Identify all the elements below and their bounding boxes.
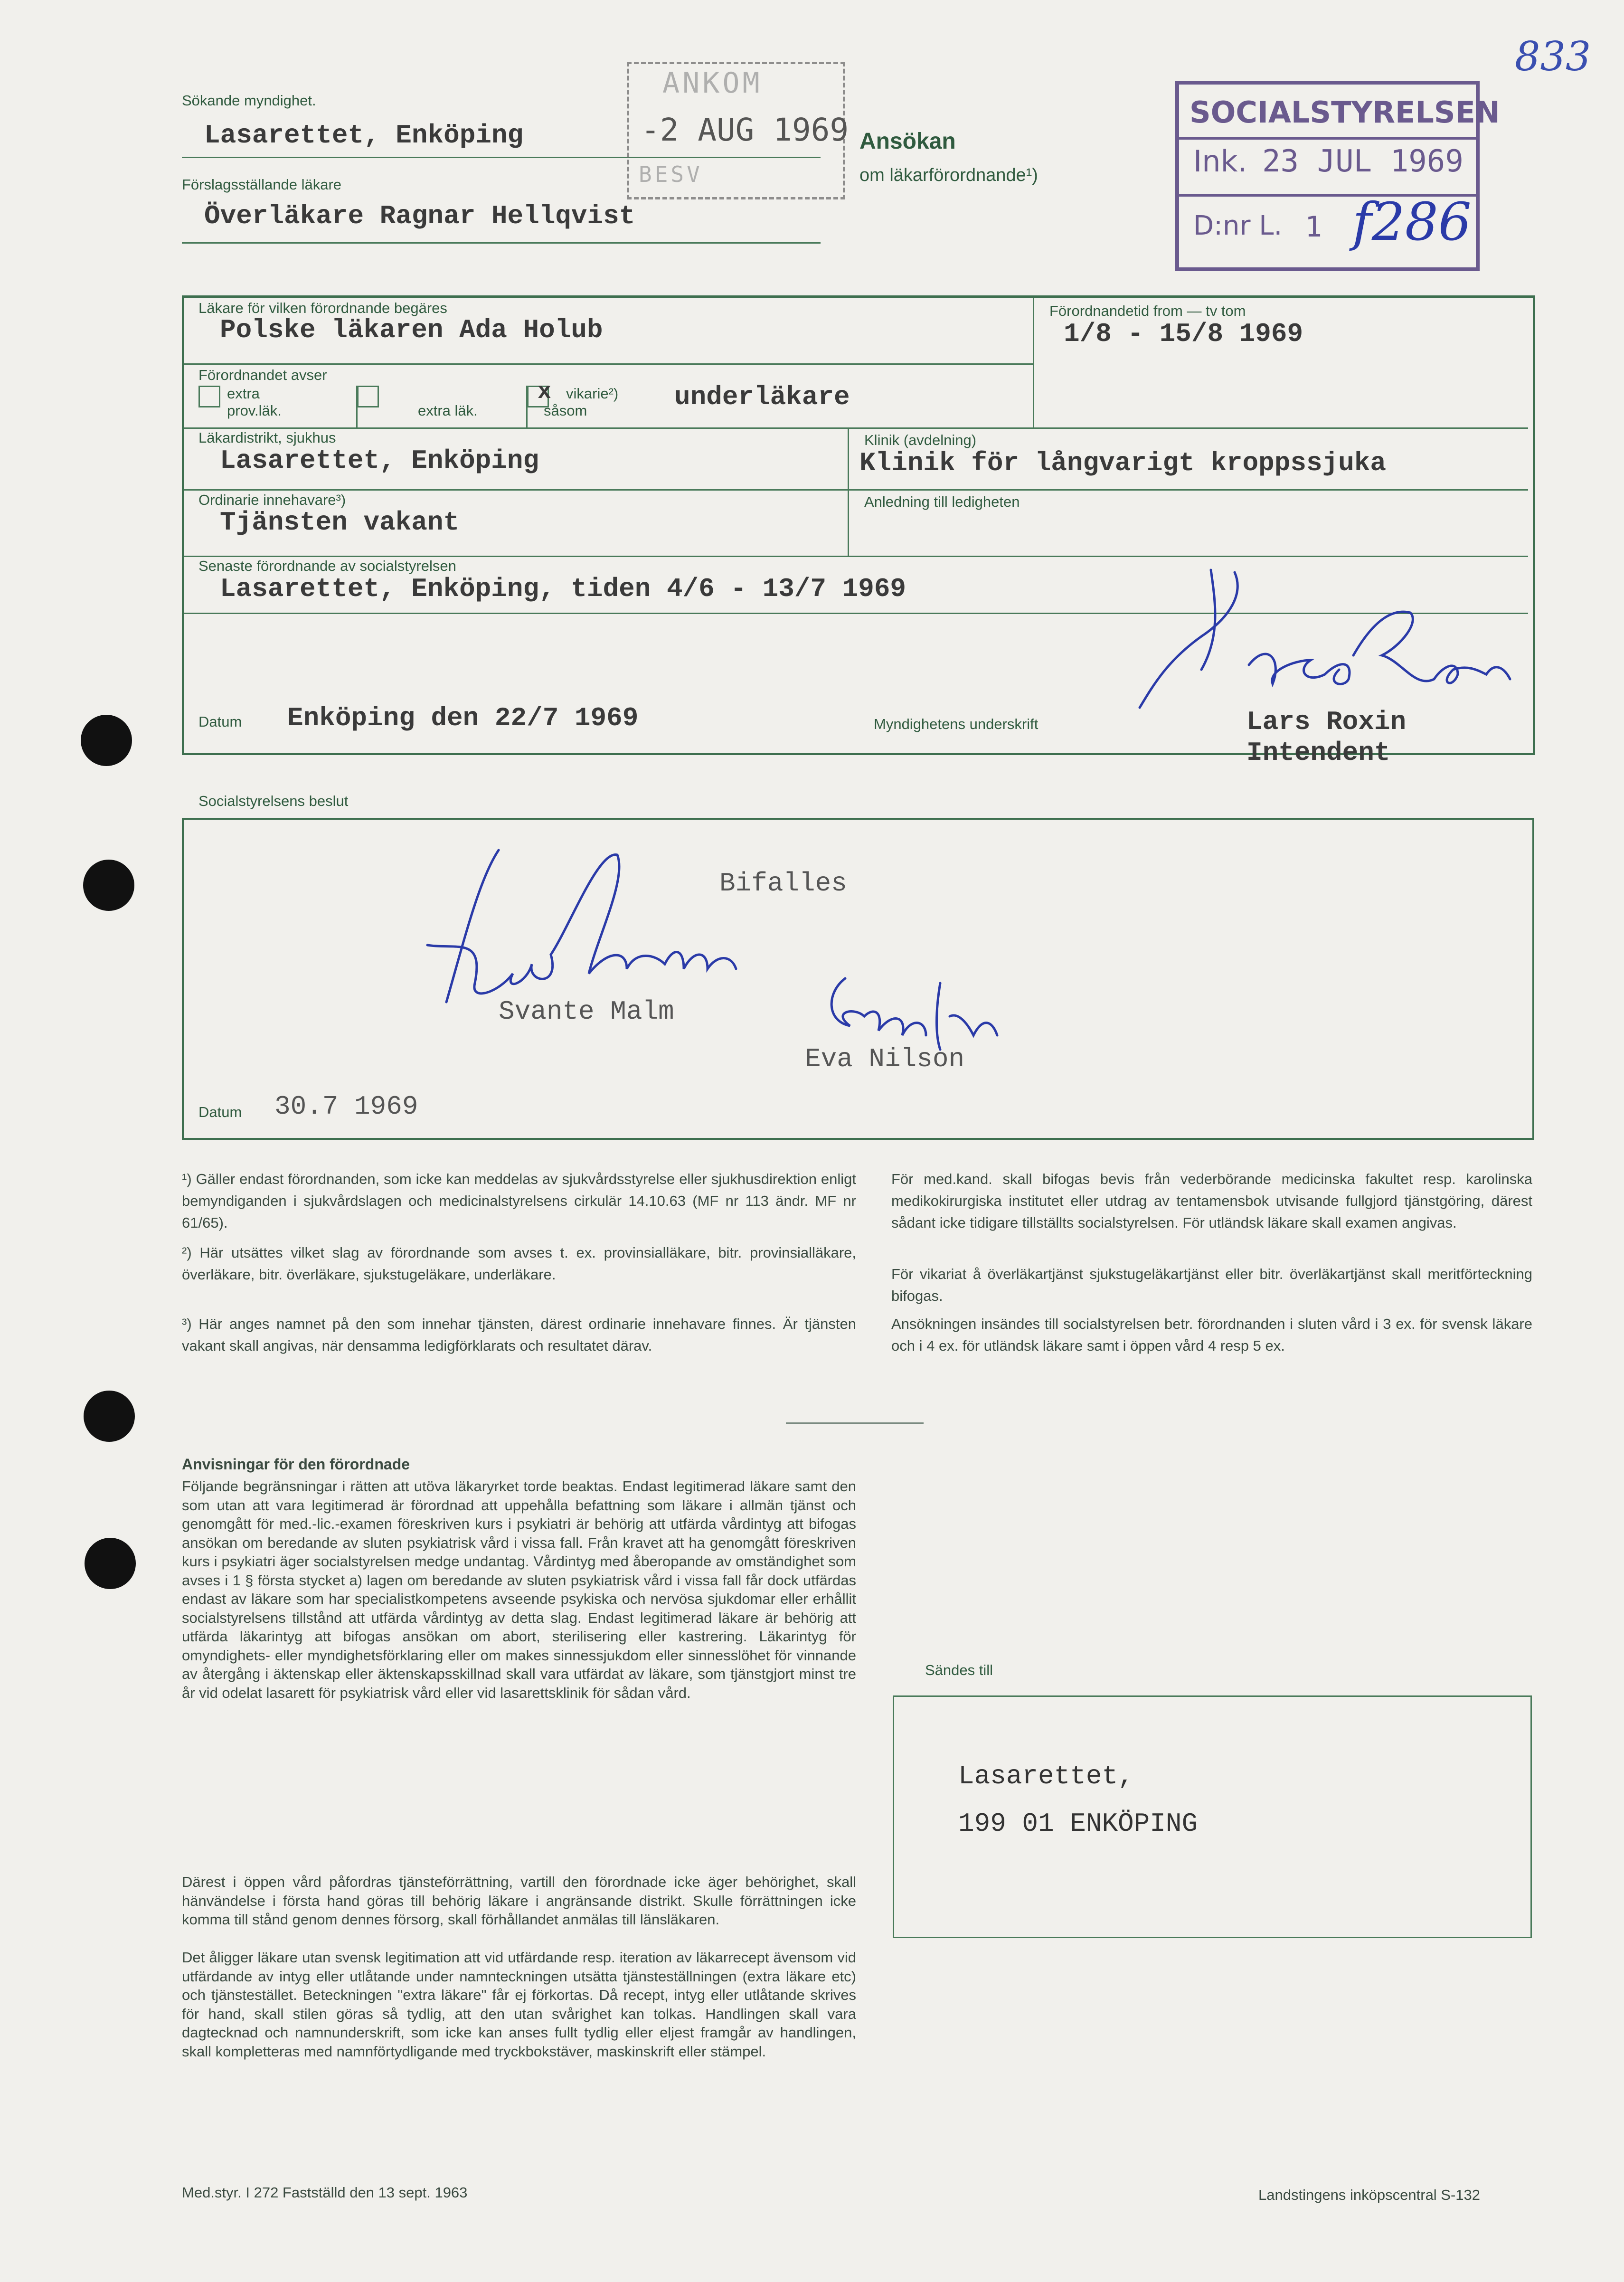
clinic-value: Klinik för långvarigt kroppssjuka bbox=[859, 448, 1386, 478]
instructions-heading: Anvisningar för den förordnade bbox=[182, 1456, 410, 1473]
checkbox-vikarie-label-b: såsom bbox=[544, 402, 587, 419]
decision-signer2: Eva Nilson bbox=[805, 1044, 965, 1074]
applicant-authority-label: Sökande myndighet. bbox=[182, 92, 316, 109]
checkbox-extra-prov[interactable] bbox=[198, 386, 220, 407]
decision-date-label: Datum bbox=[198, 1104, 242, 1120]
proposing-doctor-label: Förslagsställande läkare bbox=[182, 176, 342, 193]
doctor-label: Läkare för vilken förordnande begäres bbox=[198, 300, 447, 316]
stamp-rule-1 bbox=[1179, 137, 1476, 140]
instructions-paragraph-3: Det åligger läkare utan svensk legitimation att vid utfärdande resp. iteration av läkarrecept ävensom vid utfärdande av intyg eller utlåtande under namnteckningen utsätta tjänsteställningen (extra läkare etc) och tjänstestället. Beteckningen "extra läkare" får ej förkortas. Då recept, intyg eller utlåtande skrives för hand, skall stilen göras så tydlig, att den utan svårighet kan tolkas. Handlingen skall vara dagtecknad och namnunderskrift, som icke kan anses fullt tydlig eller eljest framgår av handlingen, skall kompletteras med namnförtydligande med tryckbokstäver, maskinskrift eller stämpel. bbox=[182, 1949, 856, 2060]
checkbox-extra-prov-label-b: prov.läk. bbox=[227, 402, 282, 419]
checkbox-extra-lak-label: extra läk. bbox=[418, 402, 478, 419]
socialstyrelsen-stamp bbox=[1175, 81, 1500, 271]
footer-left: Med.styr. I 272 Fastställd den 13 sept. 1963 bbox=[182, 2184, 468, 2201]
checkbox-extra-prov-label-a: extra bbox=[227, 385, 260, 402]
decision-verdict: Bifalles bbox=[719, 868, 847, 899]
form-divider-clinic bbox=[848, 427, 849, 557]
form-divider-period bbox=[1033, 298, 1034, 428]
form-rule-row1 bbox=[184, 363, 1033, 365]
footer-right: Landstingens inköpscentral S-132 bbox=[1258, 2187, 1481, 2203]
latest-value: Lasarettet, Enköping, tiden 4/6 - 13/7 1969 bbox=[220, 574, 906, 604]
footnote-1: ¹) Gäller endast förordnanden, som icke kan meddelas av sjukvårdsstyrelse eller sjukhusdirektion enligt bemyndiganden i sjukvårdslagen och medicinalstyrelsens cirkulär 14.10.63 (MF nr 113 ändr. MF nr 61/65). bbox=[182, 1171, 856, 1231]
doctor-value: Polske läkaren Ada Holub bbox=[220, 315, 603, 345]
decision-section-label: Socialstyrelsens beslut bbox=[198, 793, 349, 809]
authority-signature bbox=[1125, 565, 1515, 717]
socialstyrelsen-stamp-ink: Ink. bbox=[1193, 144, 1247, 179]
form-subtitle: om läkarförordnande¹) bbox=[859, 165, 1038, 185]
ankom-stamp-line1: ANKOM bbox=[662, 66, 763, 100]
send-to-line2: 199 01 ENKÖPING bbox=[958, 1809, 1198, 1839]
header-rule-2 bbox=[182, 242, 821, 244]
holder-label: Ordinarie innehavare³) bbox=[198, 492, 346, 508]
punch-hole-3 bbox=[84, 1391, 135, 1442]
district-value: Lasarettet, Enköping bbox=[220, 445, 539, 476]
send-to-label: Sändes till bbox=[925, 1662, 993, 1678]
proposing-doctor-value: Överläkare Ragnar Hellqvist bbox=[204, 201, 635, 231]
right-note-2: För vikariat å överläkartjänst sjukstugeläkartjänst eller bitr. överläkartjänst skall meritförteckning bifogas. bbox=[891, 1266, 1532, 1304]
date-label: Datum bbox=[198, 713, 242, 730]
footnote-3: ³) Här anges namnet på den som innehar tjänsten, därest ordinarie innehavare finnes. Är tjänsten vakant skall angivas, när densamma ledigförklarats och resultatet därav. bbox=[182, 1316, 856, 1354]
punch-hole-2 bbox=[83, 860, 134, 911]
clinic-label: Klinik (avdelning) bbox=[864, 432, 977, 448]
holder-value: Tjänsten vakant bbox=[220, 507, 460, 538]
signer-name: Lars Roxin bbox=[1246, 707, 1407, 737]
latest-label: Senaste förordnande av socialstyrelsen bbox=[198, 558, 456, 574]
reason-label: Anledning till ledigheten bbox=[864, 493, 1020, 510]
signer-title: Intendent bbox=[1246, 738, 1390, 768]
right-note-1: För med.kand. skall bifogas bevis från vederbörande medicinska fakultet resp. karolinska medikokirurgiska institutet eller utdrag av tentamensbok utvisande fullgjord tjänstgöring, därest sådant icke tidigare tillställts socialstyrelsen. För utländsk läkare skall examen angivas. bbox=[891, 1171, 1532, 1231]
concerns-label: Förordnandet avser bbox=[198, 367, 327, 383]
send-to-line1: Lasarettet, bbox=[958, 1761, 1134, 1791]
punch-hole-4 bbox=[85, 1538, 136, 1589]
period-label: Förordnandetid from — tv tom bbox=[1049, 303, 1246, 319]
form-rule-row3 bbox=[184, 489, 1528, 491]
concerns-value: underläkare bbox=[674, 382, 850, 412]
ankom-stamp bbox=[627, 62, 849, 199]
socialstyrelsen-stamp-handwritten: f286 bbox=[1352, 191, 1472, 252]
date-value: Enköping den 22/7 1969 bbox=[287, 703, 639, 733]
ankom-stamp-date: -2 AUG 1969 bbox=[641, 112, 849, 148]
instructions-paragraph-2: Därest i öppen vård påfordras tjänsteförrättning, vartill den förordnade icke äger behörighet, skall hänvändelse i första hand göras till behörig läkare i angränsande distrikt. Skulle förrättningen icke komma till stånd genom dennes försorg, skall förhållandet anmälas till länsläkaren. bbox=[182, 1874, 856, 1928]
page-number: 833 bbox=[1515, 33, 1591, 80]
punch-hole-1 bbox=[81, 715, 132, 766]
applicant-authority-value: Lasarettet, Enköping bbox=[204, 120, 524, 151]
checkbox-extra-lak[interactable] bbox=[357, 386, 379, 407]
instructions-paragraph-1: Följande begränsningar i rätten att utöva läkaryrket torde beaktas. Endast legitimerad läkare samt den som utan att vara legitimerad är förordnad att uppehålla befattning som läkare i allmän tjänst och genomgått för med.-lic.-examen föreskriven kurs i psykiatri är behörig att utfärda vårdintyg att bifogas ansökan om beredande av sluten psykiatrisk vård i vissa fall. Från kravet att ha genomgått föreskriven kurs i psykiatri äger socialstyrelsen medge undantag. Vårdintyg med åberopande av omständighet som avses i 1 § första stycket a) lagen om beredande av sluten psykiatrisk vård i vissa fall får dock utfärdas endast av läkare som har specialistkompetens avseende psykiska och nervösa sjukdomar eller erhållit socialstyrelsens tillstånd att utfärda vårdintyg av detta slag. Endast legitimerad läkare är behörig att utfärda läkarintyg att bifogas ansökan om abort, sterilisering eller kastrering. Läkarintyg för omyndighets- eller myndighetsförklaring eller om makes sinnessjukdom eller sinnesslöhet för vinnande av återgång i äktenskap eller äktenskapsskillnad skall vara utfärdat av läkare, som tjänstgjort minst tre år vid odelat lasarett för psykiatrisk vård eller vid lasarettsklinik för sådan vård. bbox=[182, 1478, 856, 1701]
section-separator bbox=[786, 1422, 924, 1424]
checkbox-vikarie-label-a: vikarie²) bbox=[566, 385, 619, 402]
signature-label: Myndighetens underskrift bbox=[874, 716, 1039, 732]
footnote-2: ²) Här utsättes vilket slag av förordnande som avses t. ex. provinsialläkare, bitr. provinsialläkare, överläkare, bitr. överläkare, sjukstugeläkare, underläkare. bbox=[182, 1244, 856, 1283]
district-label: Läkardistrikt, sjukhus bbox=[198, 429, 336, 446]
decision-date-value: 30.7 1969 bbox=[274, 1091, 418, 1122]
socialstyrelsen-stamp-date: 23 JUL 1969 bbox=[1262, 144, 1463, 179]
ankom-stamp-line3: BESV bbox=[639, 161, 703, 187]
form-rule-row4 bbox=[184, 556, 1528, 557]
period-value: 1/8 - 15/8 1969 bbox=[1064, 319, 1303, 349]
form-title: Ansökan bbox=[859, 129, 956, 154]
decision-signer1: Svante Malm bbox=[499, 996, 674, 1027]
socialstyrelsen-stamp-dnr-num: 1 bbox=[1305, 210, 1322, 244]
socialstyrelsen-stamp-dnr: D:nr L. bbox=[1193, 210, 1283, 241]
socialstyrelsen-stamp-title: SOCIALSTYRELSEN bbox=[1190, 95, 1500, 130]
right-note-3: Ansökningen insändes till socialstyrelsen betr. förordnanden i sluten vård i 3 ex. för svensk läkare och i 4 ex. för utländsk läkare samt i öppen vård 4 resp 5 ex. bbox=[891, 1316, 1532, 1354]
checkbox-vikarie-mark: x bbox=[538, 379, 551, 405]
form-rule-row2 bbox=[184, 427, 1528, 429]
